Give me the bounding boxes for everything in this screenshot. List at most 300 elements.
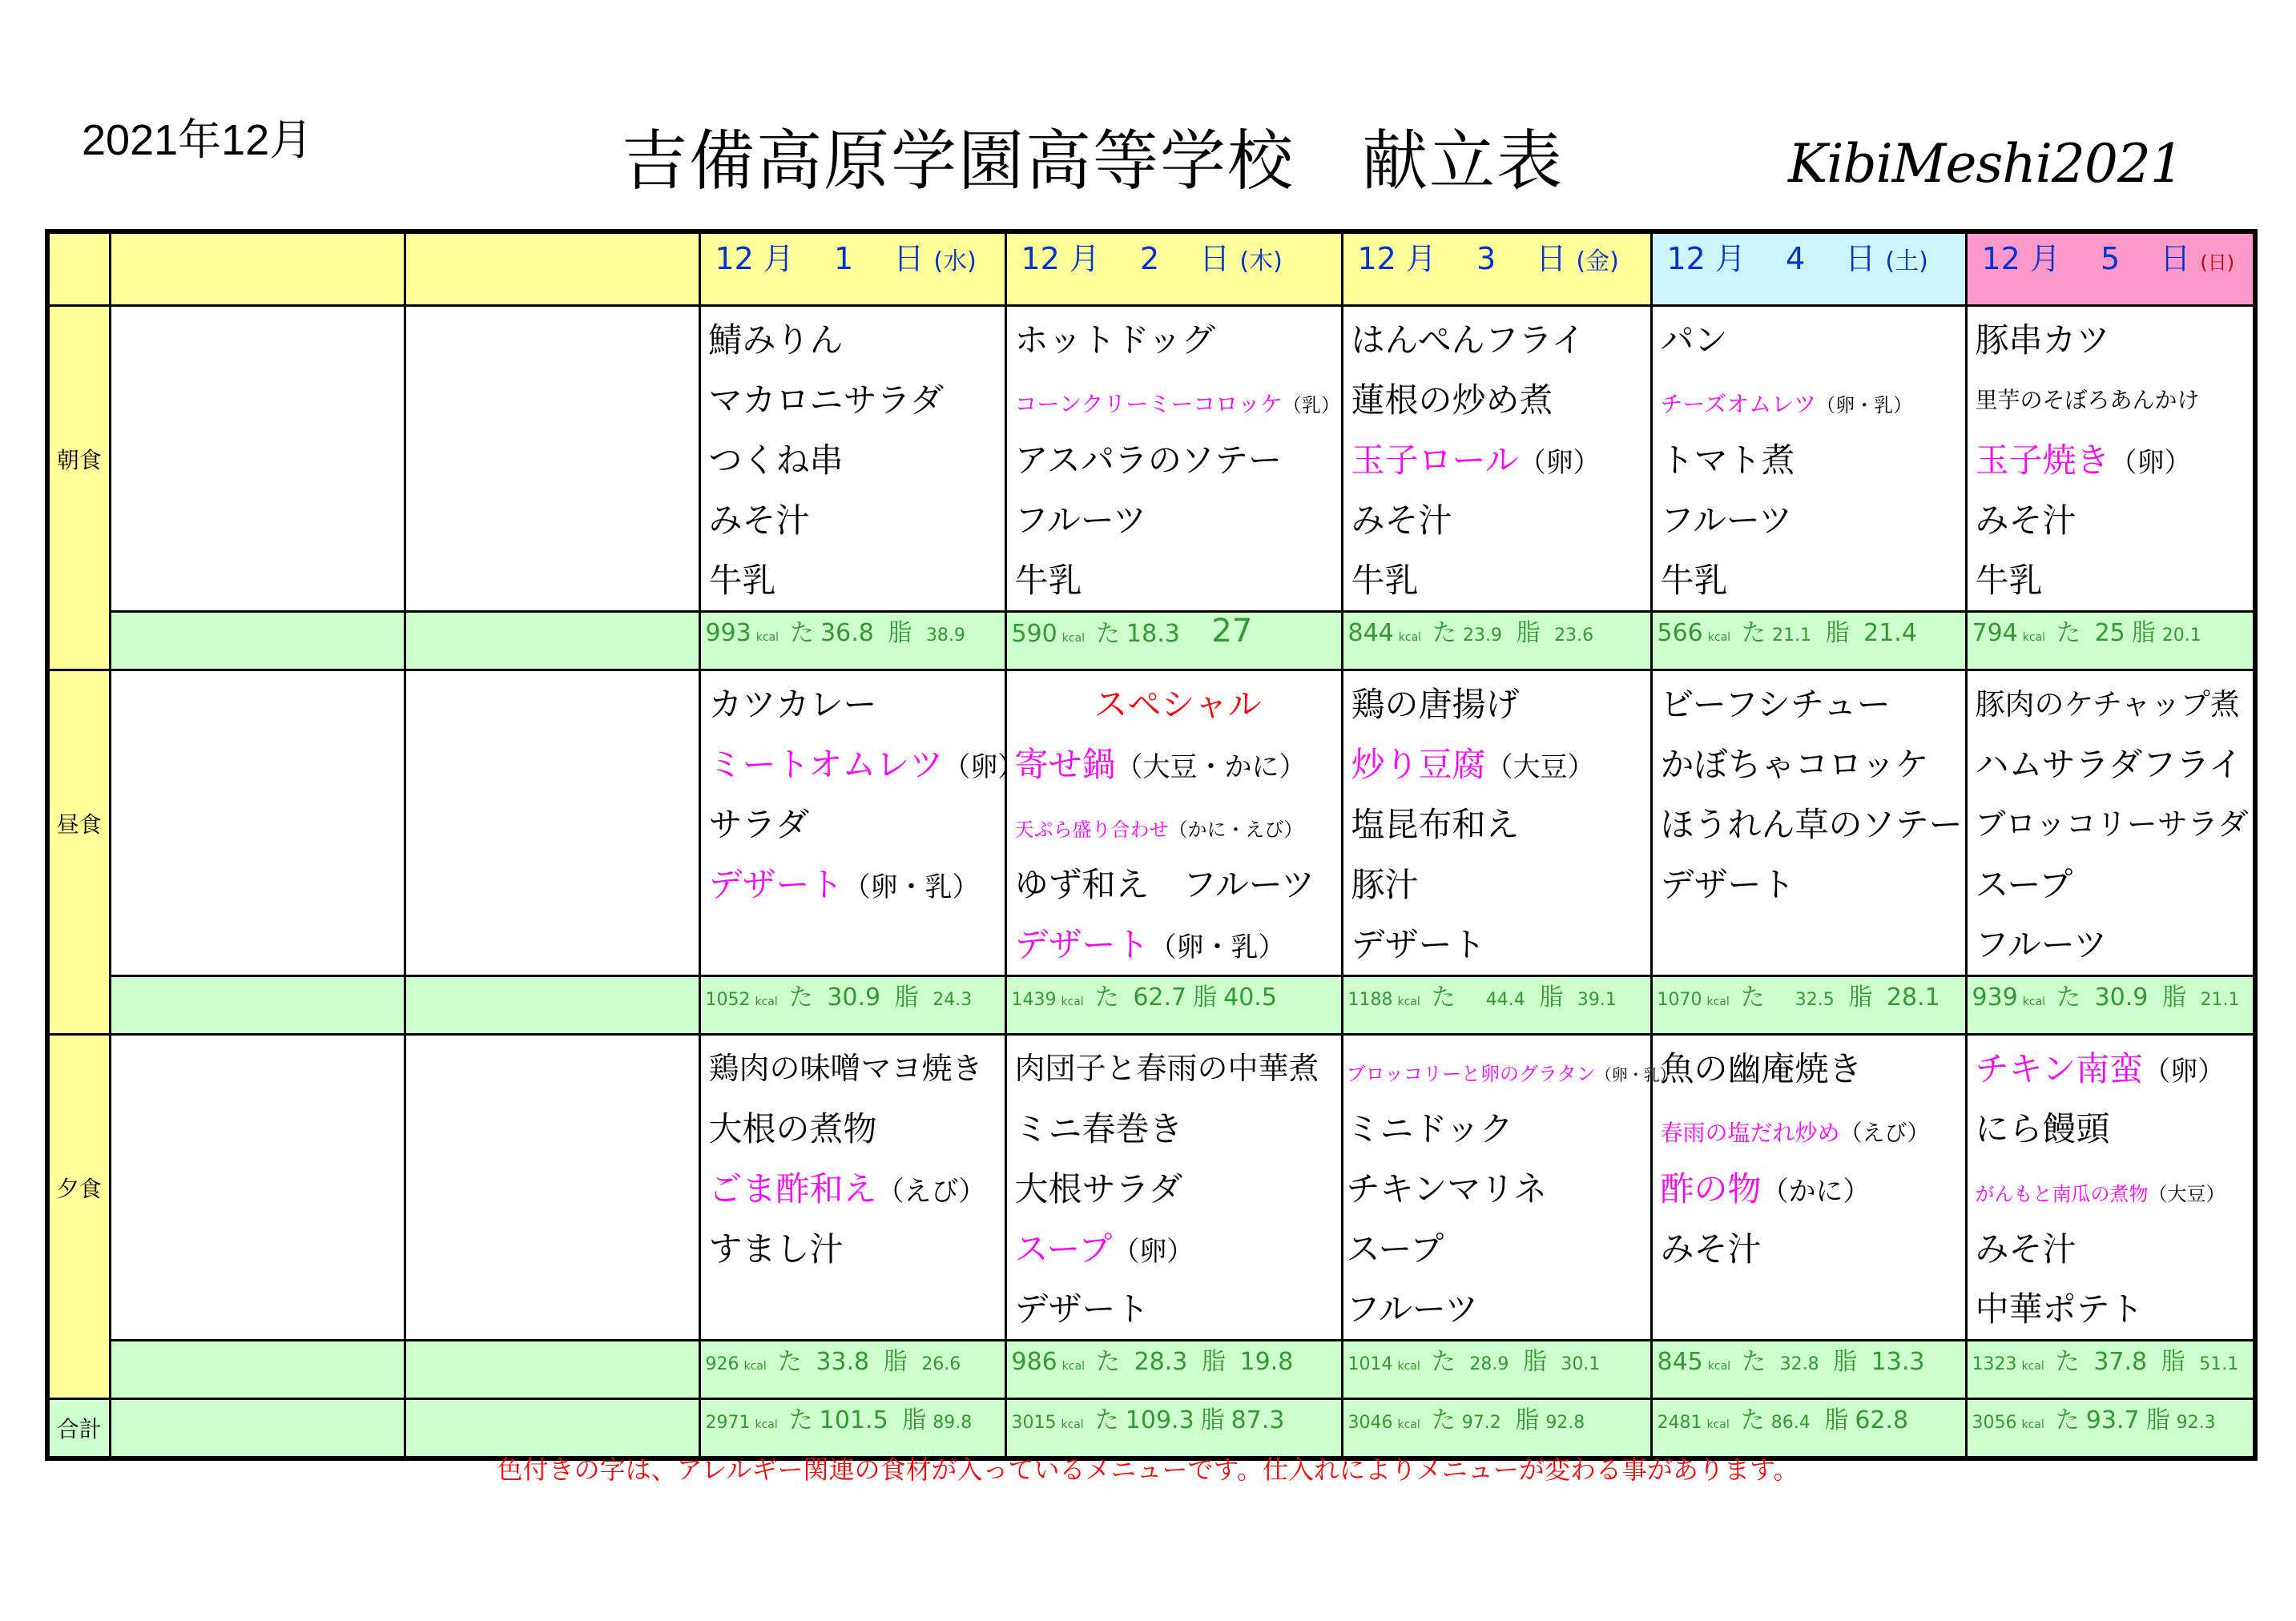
kcal-unit: kcal	[1397, 1360, 1420, 1373]
menu-item: スープ	[1975, 865, 2073, 904]
allergen-item-name: 寄せ鍋	[1014, 745, 1116, 784]
menu-item	[709, 855, 1005, 915]
fat-label: 脂	[1824, 1406, 1849, 1434]
weekday-text: (金)	[1576, 247, 1619, 276]
menu-item	[1015, 915, 1341, 975]
allergen-note: （大豆・かに）	[1115, 751, 1307, 783]
menu-item: つくね串	[708, 440, 844, 480]
nutrition-cell	[699, 976, 1005, 1035]
menu-item	[1976, 1039, 2254, 1099]
fat-value: 39.1	[1577, 990, 1617, 1010]
fat-value: 19.8	[1239, 1348, 1294, 1376]
date-text: 12 月 5 日	[1981, 241, 2191, 276]
menu-item: 牛乳	[1975, 561, 2043, 600]
menu-cell	[699, 670, 1025, 976]
menu-list	[1343, 307, 1650, 610]
menu-item: 里芋のそぼろあんかけ	[1975, 387, 2200, 413]
kcal-unit: kcal	[1398, 631, 1422, 644]
menu-item: 牛乳	[708, 561, 776, 600]
menu-item: 中華ポテト	[1975, 1289, 2144, 1329]
menu-item: フルーツ	[1346, 1289, 1479, 1329]
menu-item: トマト煮	[1660, 440, 1795, 480]
nutrition-cell	[699, 612, 1005, 670]
fat-value: 92.8	[1545, 1413, 1585, 1433]
menu-item: みそ汁	[1660, 1229, 1762, 1269]
brand-logo: KibiMeshi2021	[1788, 133, 2183, 195]
menu-item: 蓮根の炒め煮	[1351, 380, 1553, 420]
protein-value: 30.9	[2094, 983, 2149, 1012]
kcal-unit: kcal	[755, 996, 778, 1008]
allergen-item-name: ミートオムレツ	[708, 745, 944, 784]
fat-label: 脂	[1539, 983, 1564, 1012]
menu-item: みそ汁	[708, 501, 810, 540]
protein-value: 93.7	[2085, 1406, 2140, 1434]
kcal-unit: kcal	[1397, 996, 1420, 1008]
header-blank	[110, 231, 405, 306]
protein-label: た	[1096, 1348, 1121, 1376]
menu-item: にら饅頭	[1975, 1109, 2110, 1148]
nutrition-cell	[1342, 612, 1651, 670]
allergen-note: （大豆）	[2148, 1183, 2226, 1205]
date-header-day5	[1966, 231, 2255, 306]
menu-list	[701, 307, 1005, 610]
allergen-note: （大豆）	[1485, 751, 1595, 783]
fat-label: 脂	[1516, 619, 1541, 647]
allergen-item-name: がんもと南瓜の煮物	[1975, 1183, 2149, 1205]
menu-cell	[1342, 670, 1651, 976]
fat-value: 92.3	[2176, 1413, 2216, 1433]
protein-label: た	[1096, 620, 1121, 648]
menu-item: フルーツ	[1014, 501, 1147, 540]
fat-value: 62.8	[1855, 1406, 1909, 1434]
menu-item	[1976, 1159, 2254, 1219]
kcal-unit: kcal	[1061, 632, 1086, 645]
menu-item: 肉団子と春雨の中華煮	[1014, 1051, 1319, 1086]
allergen-note: （かに・えび）	[1168, 819, 1303, 841]
empty-cell	[110, 670, 405, 976]
protein-value: 101.5	[819, 1406, 888, 1434]
menu-cell	[699, 1035, 1005, 1341]
kcal-unit: kcal	[2021, 1360, 2044, 1373]
protein-label: た	[2056, 619, 2081, 647]
nutrition-cell	[1342, 1341, 1651, 1399]
menu-table	[45, 229, 2258, 1461]
menu-item	[1661, 1099, 1965, 1159]
kcal-unit: kcal	[1397, 1418, 1420, 1431]
menu-cell	[1005, 1035, 1342, 1341]
menu-list	[1653, 671, 1965, 915]
fat-label: 脂	[1515, 1406, 1540, 1434]
protein-value: 109.3	[1125, 1406, 1194, 1434]
date-header-day1	[699, 231, 1005, 306]
menu-item: かぼちゃコロッケ	[1660, 745, 1929, 784]
protein-value: 32.5	[1795, 990, 1835, 1010]
menu-item	[1015, 794, 1341, 855]
allergen-note: （卵）	[943, 751, 1025, 783]
fat-label: 脂	[1201, 1348, 1226, 1376]
menu-cell	[699, 306, 1005, 612]
menu-item: アスパラのソテー	[1014, 440, 1282, 480]
menu-item: みそ汁	[1351, 501, 1452, 540]
allergen-item-name: 春雨の塩だれ炒め	[1660, 1120, 1840, 1146]
menu-cell	[1966, 670, 2255, 976]
menu-item: すまし汁	[708, 1229, 844, 1269]
fat-value: 51.1	[2199, 1354, 2239, 1374]
allergen-note: （卵）	[2109, 447, 2192, 479]
kcal-value: 1323	[1972, 1354, 2017, 1374]
protein-value: 32.8	[1779, 1354, 1819, 1374]
kcal-value: 844	[1347, 619, 1394, 647]
protein-value: 33.8	[816, 1348, 870, 1376]
protein-label: た	[1432, 619, 1457, 647]
protein-label: た	[1094, 1406, 1119, 1434]
date-text: 12 月 1 日	[715, 241, 924, 276]
allergen-item-name: 天ぷら盛り合わせ	[1014, 819, 1169, 841]
nutrition-cell	[1966, 976, 2255, 1035]
allergen-item-name: 酢の物	[1660, 1169, 1762, 1209]
empty-cell	[110, 612, 405, 670]
kcal-unit: kcal	[2021, 1418, 2044, 1431]
header-row	[47, 231, 2255, 306]
menu-item	[1351, 430, 1650, 490]
menu-list	[1343, 671, 1650, 975]
fat-label: 脂	[894, 983, 919, 1012]
menu-list	[1653, 307, 1965, 610]
protein-label: た	[790, 619, 815, 647]
protein-label: た	[1431, 1406, 1456, 1434]
allergen-item-name: デザート	[1014, 925, 1150, 964]
menu-item: スープ	[1346, 1229, 1444, 1269]
menu-cell	[1342, 306, 1651, 612]
meal-label-spacer	[47, 1341, 110, 1399]
menu-item	[1346, 1039, 1676, 1099]
menu-cell	[1005, 306, 1342, 612]
allergen-item-name: スープ	[1014, 1229, 1113, 1269]
dinner-nutrition-row	[47, 1341, 2255, 1399]
nutrition-cell	[1342, 976, 1651, 1035]
menu-cell	[1651, 1035, 1966, 1341]
empty-cell	[405, 1035, 699, 1341]
allergen-note: （卵・乳）	[1816, 394, 1913, 416]
empty-cell	[405, 1341, 699, 1399]
meal-label-breakfast: 朝食	[47, 306, 110, 612]
kcal-value: 1014	[1347, 1354, 1393, 1374]
protein-label: た	[1742, 1348, 1766, 1376]
kcal-unit: kcal	[1061, 1418, 1084, 1431]
allergen-note: （卵）	[2143, 1056, 2226, 1088]
nutrition-cell	[1651, 976, 1966, 1035]
header-blank	[405, 231, 699, 306]
meal-label-lunch: 昼食	[47, 670, 110, 976]
menu-list	[701, 1036, 1005, 1279]
kcal-unit: kcal	[755, 1418, 778, 1431]
fat-value: 20.1	[2161, 625, 2201, 646]
fat-value: 26.6	[921, 1354, 961, 1374]
menu-list	[1968, 307, 2254, 610]
allergen-item-name: コーンクリーミーコロッケ	[1014, 391, 1283, 417]
date-text: 12 月 4 日	[1666, 241, 1876, 276]
kcal-value: 3015	[1011, 1413, 1057, 1433]
menu-item: サラダ	[708, 805, 810, 844]
menu-cell	[1005, 670, 1342, 976]
date-header-day2	[1005, 231, 1342, 306]
empty-cell	[110, 976, 405, 1035]
kcal-value: 939	[1972, 983, 2018, 1012]
weekday-text: (土)	[1885, 247, 1928, 276]
menu-item: ミニドック	[1346, 1109, 1513, 1148]
meal-label-dinner: 夕食	[47, 1035, 110, 1341]
kcal-value: 2971	[705, 1413, 751, 1433]
protein-value: 23.9	[1463, 625, 1503, 646]
fat-label: 脂	[902, 1406, 927, 1434]
protein-label: た	[788, 1406, 813, 1434]
menu-item: フルーツ	[1975, 925, 2108, 964]
menu-item: フルーツ	[1660, 501, 1793, 540]
kcal-value: 794	[1972, 619, 2018, 647]
kcal-value: 926	[705, 1354, 739, 1374]
protein-label: た	[1740, 1406, 1765, 1434]
weekday-text: (水)	[933, 247, 977, 276]
fat-label: 脂	[1848, 983, 1873, 1012]
protein-value: 44.4	[1485, 990, 1525, 1010]
menu-item	[1661, 370, 1965, 430]
protein-value: 36.8	[820, 619, 874, 647]
kcal-value: 1070	[1657, 990, 1702, 1010]
menu-item: マカロニサラダ	[708, 380, 945, 420]
empty-cell	[405, 976, 699, 1035]
fat-value: 24.3	[932, 990, 973, 1010]
menu-list	[701, 671, 1025, 915]
allergen-item-name: 玉子焼き	[1975, 440, 2110, 480]
kcal-value: 3056	[1972, 1413, 2017, 1433]
protein-value: 86.4	[1770, 1413, 1811, 1433]
fat-value: 28.1	[1886, 983, 1940, 1012]
kcal-unit: kcal	[2022, 996, 2046, 1008]
menu-item: 牛乳	[1351, 561, 1419, 600]
protein-label: た	[777, 1348, 802, 1376]
menu-item: みそ汁	[1975, 1229, 2076, 1269]
fat-value: 23.6	[1554, 625, 1594, 646]
protein-value: 97.2	[1461, 1413, 1501, 1433]
allergen-item-name: チキン南蛮	[1975, 1049, 2144, 1088]
menu-cell	[1651, 670, 1966, 976]
date-header-day3	[1342, 231, 1651, 306]
lunch-nutrition-row	[47, 976, 2255, 1035]
menu-list	[1968, 671, 2254, 975]
menu-item: ミニ春巻き	[1014, 1109, 1183, 1148]
menu-item	[1015, 734, 1341, 794]
lunch-row	[47, 670, 2255, 976]
allergen-note: （えび）	[1839, 1120, 1930, 1146]
protein-label: た	[2055, 1348, 2080, 1376]
protein-value: 21.1	[1772, 625, 1812, 646]
menu-item: チキンマリネ	[1346, 1169, 1548, 1209]
menu-item: 豚肉のケチャップ煮	[1975, 687, 2240, 722]
menu-item: パン	[1660, 320, 1728, 360]
fat-value: 40.5	[1223, 983, 1277, 1012]
menu-item: ホットドッグ	[1014, 320, 1215, 360]
kcal-unit: kcal	[1706, 1418, 1730, 1431]
allergen-note: （えび）	[876, 1176, 986, 1208]
menu-item: ハムサラダフライ	[1975, 745, 2242, 784]
menu-list	[1007, 307, 1341, 610]
kcal-unit: kcal	[1707, 1360, 1731, 1373]
nutrition-cell	[1651, 1341, 1966, 1399]
menu-item: みそ汁	[1975, 501, 2076, 540]
menu-item: 豚汁	[1351, 865, 1419, 904]
kcal-unit: kcal	[1061, 1360, 1086, 1373]
menu-cell	[1966, 1035, 2255, 1341]
nutrition-cell	[1966, 612, 2255, 670]
protein-label: た	[2055, 1406, 2080, 1434]
fat-label: 脂	[2131, 619, 2156, 647]
nutrition-cell	[1966, 1341, 2255, 1399]
allergen-note: （卵）	[1518, 447, 1601, 479]
allergen-item-name: 炒り豆腐	[1351, 745, 1486, 784]
nutrition-cell	[699, 1341, 1005, 1399]
protein-value: 18.3	[1126, 620, 1180, 648]
kcal-value: 986	[1011, 1348, 1057, 1376]
menu-item	[1015, 370, 1341, 430]
fat-value: 87.3	[1231, 1406, 1285, 1434]
kcal-value: 993	[705, 619, 751, 647]
allergen-item-name: デザート	[708, 865, 844, 904]
kcal-value: 3046	[1347, 1413, 1393, 1433]
page-title: 吉備高原学園高等学校 献立表	[622, 123, 1565, 199]
weekday-text: (日)	[2200, 251, 2235, 274]
menu-item: 魚の幽庵焼き	[1660, 1049, 1863, 1088]
date-header-day4	[1651, 231, 1966, 306]
allergen-note: （卵・乳）	[1595, 1065, 1676, 1084]
menu-item	[1976, 430, 2254, 490]
fat-value: 27	[1211, 613, 1253, 650]
date-text: 12 月 3 日	[1357, 241, 1567, 276]
fat-label: 脂	[2161, 1348, 2185, 1376]
menu-item: 鶏肉の味噌マヨ焼き	[708, 1051, 983, 1086]
menu-item: 豚串カツ	[1975, 320, 2110, 360]
menu-item: ほうれん草のソテー	[1660, 805, 1963, 844]
protein-value: 28.9	[1469, 1354, 1509, 1374]
fat-label: 脂	[1833, 1348, 1858, 1376]
protein-label: た	[1740, 983, 1765, 1012]
empty-cell	[405, 306, 699, 612]
empty-cell	[405, 670, 699, 976]
kcal-value: 590	[1011, 620, 1057, 648]
menu-cell	[1966, 306, 2255, 612]
menu-item: ゆず和え フルーツ	[1014, 865, 1315, 904]
menu-cell	[1342, 1035, 1676, 1341]
total-label: 合計	[47, 1399, 110, 1459]
protein-value: 37.8	[2093, 1348, 2148, 1376]
menu-item: デザート	[1351, 925, 1486, 964]
meal-label-spacer	[47, 976, 110, 1035]
menu-item: ブロッコリーサラダ	[1975, 806, 2249, 842]
menu-list	[1007, 671, 1341, 975]
fat-label: 脂	[1193, 983, 1218, 1012]
weekday-text: (木)	[1239, 247, 1283, 276]
menu-item: 大根サラダ	[1014, 1169, 1183, 1209]
menu-item	[1351, 734, 1650, 794]
fat-value: 21.4	[1863, 619, 1917, 647]
allergen-item-name: 玉子ロール	[1351, 440, 1519, 480]
protein-label: た	[1094, 983, 1119, 1012]
menu-item	[1015, 1219, 1341, 1279]
dinner-row	[47, 1035, 2255, 1341]
menu-list	[1653, 1036, 1965, 1279]
fat-label: 脂	[1522, 1348, 1547, 1376]
fat-value: 38.9	[925, 625, 965, 646]
empty-cell	[110, 1341, 405, 1399]
menu-list	[1968, 1036, 2254, 1339]
menu-item: 大根の煮物	[708, 1109, 877, 1148]
fat-label: 脂	[1200, 1406, 1225, 1434]
kcal-value: 1439	[1011, 990, 1057, 1010]
menu-item: 鯖みりん	[708, 320, 844, 360]
fat-value: 30.1	[1561, 1354, 1601, 1374]
menu-item	[1661, 1159, 1965, 1219]
allergen-item-name: ブロッコリーと卵のグラタン	[1346, 1063, 1596, 1085]
protein-label: た	[1431, 983, 1456, 1012]
kcal-unit: kcal	[755, 631, 779, 644]
protein-label: た	[788, 983, 813, 1012]
menu-list	[1007, 1036, 1341, 1339]
fat-label: 脂	[2145, 1406, 2170, 1434]
kcal-value: 566	[1657, 619, 1703, 647]
allergen-note: （卵・乳）	[1149, 931, 1286, 963]
menu-item: カツカレー	[708, 685, 877, 724]
menu-item: デザート	[1660, 865, 1795, 904]
nutrition-cell	[1005, 612, 1342, 670]
allergen-item-name: チーズオムレツ	[1660, 391, 1817, 417]
header-blank	[47, 231, 110, 306]
fat-label: 脂	[1825, 619, 1850, 647]
fat-value: 13.3	[1871, 1348, 1925, 1376]
protein-label: た	[1431, 1348, 1456, 1376]
protein-value: 30.9	[827, 983, 881, 1012]
fat-value: 21.1	[2200, 990, 2240, 1010]
kcal-unit: kcal	[743, 1360, 767, 1373]
empty-cell	[405, 612, 699, 670]
kcal-value: 845	[1657, 1348, 1703, 1376]
fat-label: 脂	[888, 619, 912, 647]
menu-item: デザート	[1014, 1289, 1150, 1329]
month-label: 2021年12月	[82, 116, 313, 164]
date-text: 12 月 2 日	[1021, 241, 1231, 276]
menu-item	[709, 1159, 1005, 1219]
protein-value: 62.7	[1133, 983, 1187, 1012]
special-label: スペシャル	[1094, 685, 1262, 724]
menu-cell	[1651, 306, 1966, 612]
protein-value: 28.3	[1134, 1348, 1188, 1376]
menu-item: はんぺんフライ	[1351, 320, 1585, 360]
allergen-note: （乳）	[1282, 394, 1340, 416]
breakfast-nutrition-row	[47, 612, 2255, 670]
menu-item: 鶏の唐揚げ	[1351, 685, 1520, 724]
protein-label: た	[2056, 983, 2081, 1012]
protein-label: た	[1742, 619, 1766, 647]
allergen-note: （卵・乳）	[843, 871, 980, 903]
kcal-unit: kcal	[1706, 996, 1730, 1008]
allergen-note: （卵）	[1112, 1236, 1194, 1268]
allergy-footnote: 色付きの字は、アレルギー関連の食材が入っているメニューです。仕入れによりメニューが変わる事があります。	[497, 1454, 1799, 1485]
empty-cell	[110, 1035, 405, 1341]
fat-value: 89.8	[932, 1413, 973, 1433]
allergen-item-name: ごま酢和え	[708, 1169, 877, 1209]
breakfast-row	[47, 306, 2255, 612]
protein-value: 25	[2094, 619, 2125, 647]
kcal-value: 1052	[705, 990, 751, 1010]
allergen-note: （かに）	[1761, 1176, 1871, 1208]
